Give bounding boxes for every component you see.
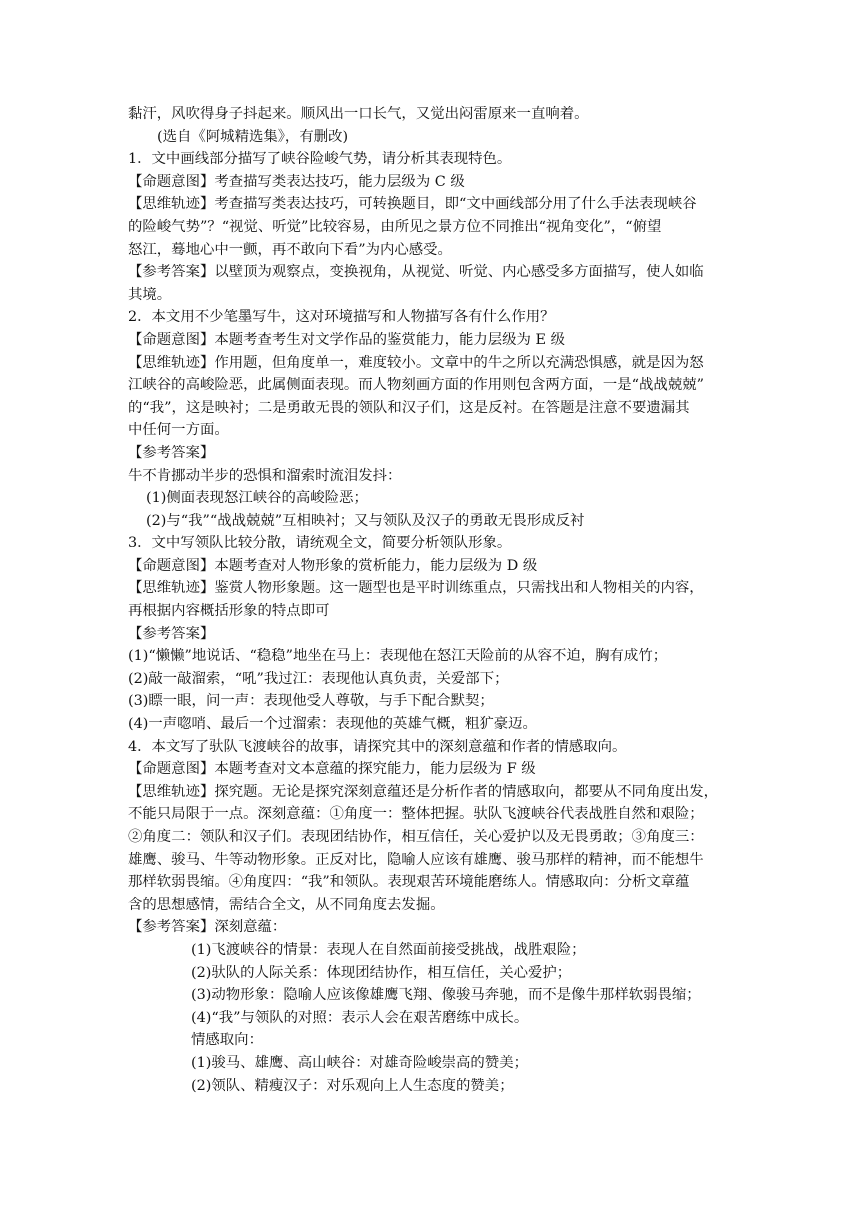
source-citation: (选自《阿城精选集》，有删改) bbox=[157, 128, 349, 145]
emotion-point: (1)骏马、雄鹰、高山峡谷：对雄奇险峻崇高的赞美； bbox=[191, 1054, 528, 1071]
answer-3-point: (1)“懒懒”地说话、“稳稳”地坐在马上：表现他在怒江天险前的从容不迫，胸有成竹； bbox=[128, 648, 668, 665]
question-4: 4．本文写了驮队飞渡峡谷的故事，请探究其中的深刻意蕴和作者的情感取向。 bbox=[128, 738, 627, 755]
analysis-2-line: 中任何一方面。 bbox=[128, 422, 229, 439]
analysis-2-line: 【思维轨迹】作用题，但角度单一，难度较小。文章中的牛之所以充满恐惧感，就是因为怒 bbox=[128, 354, 704, 371]
answer-3-point: (3)瞟一眼，问一声：表现他受人尊敬，与手下配合默契； bbox=[128, 693, 494, 710]
answer-1-line: 【参考答案】以壁顶为观察点，变换视角，从视觉、听觉、内心感受多方面描写，使人如临 bbox=[128, 264, 704, 281]
answer-4-point: (4)“我”与领队的对照：表示人会在艰苦磨练中成长。 bbox=[191, 1009, 529, 1026]
emotion-point: (2)领队、精瘦汉子：对乐观向上人生态度的赞美； bbox=[191, 1077, 514, 1094]
analysis-4-line: 【思维轨迹】探究题。无论是探究深刻意蕴还是分析作者的情感取向，都要从不同角度出发， bbox=[128, 783, 719, 800]
analysis-4-line: 含的思想感情，需结合全文，从不同角度去发掘。 bbox=[128, 896, 445, 913]
answer-2-point: (2)与“我”“战战兢兢”互相映衬；又与领队及汉子的勇敢无畏形成反衬 bbox=[146, 512, 585, 529]
intent-3: 【命题意图】本题考查对人物形象的赏析能力，能力层级为 D 级 bbox=[128, 557, 538, 574]
answer-3-point: (4)一声唿哨、最后一个过溜索：表现他的英雄气概，粗犷豪迈。 bbox=[128, 716, 537, 733]
analysis-4-line: ②角度二：领队和汉子们。表现团结协作，相互信任，关心爱护以及无畏勇敢；③角度三： bbox=[128, 829, 704, 845]
intent-1: 【命题意图】考查描写类表达技巧，能力层级为 C 级 bbox=[128, 173, 465, 190]
analysis-1-line: 【思维轨迹】考查描写类表达技巧，可转换题目，即“文中画线部分用了什么手法表现峡谷 bbox=[128, 196, 697, 213]
text-line: 黏汗，风吹得身子抖起来。顺风出一口长气，又觉出闷雷原来一直响着。 bbox=[128, 106, 589, 122]
answer-1-line: 其境。 bbox=[128, 286, 172, 303]
answer-4-heading: 【参考答案】深刻意蕴： bbox=[128, 919, 287, 936]
question-1: 1．文中画线部分描写了峡谷险峻气势，请分析其表现特色。 bbox=[128, 151, 512, 168]
answer-2-point: (1)侧面表现怒江峡谷的高峻险恶； bbox=[146, 490, 368, 507]
intent-2: 【命题意图】本题考查考生对文学作品的鉴赏能力，能力层级为 E 级 bbox=[128, 331, 565, 348]
analysis-3-line: 【思维轨迹】鉴赏人物形象题。这一题型也是平时训练重点，只需找出和人物相关的内容， bbox=[128, 580, 704, 597]
answer-2-heading: 【参考答案】 bbox=[128, 444, 215, 461]
answer-4-point: (3)动物形象：隐喻人应该像雄鹰飞翔、像骏马奔驰，而不是像牛那样软弱畏缩； bbox=[191, 987, 701, 1004]
answer-4-point: (1)飞渡峡谷的情景：表现人在自然面前接受挑战，战胜艰险； bbox=[191, 941, 586, 958]
emotion-heading: 情感取向： bbox=[191, 1032, 263, 1049]
intent-4: 【命题意图】本题考查对文本意蕴的探究能力，能力层级为 F 级 bbox=[128, 761, 536, 778]
analysis-3-line: 再根据内容概括形象的特点即可 bbox=[128, 603, 330, 620]
answer-2-line: 牛不肯挪动半步的恐惧和溜索时流泪发抖： bbox=[128, 467, 402, 484]
question-3: 3．文中写领队比较分散，请统观全文，简要分析领队形象。 bbox=[128, 535, 512, 552]
analysis-1-line: 怒江，蓦地心中一颤，再不敢向下看”为内心感受。 bbox=[128, 241, 452, 258]
analysis-2-line: 的“我”，这是映衬；二是勇敢无畏的领队和汉子们，这是反衬。在答题是注意不要遗漏其 bbox=[128, 399, 690, 416]
analysis-4-line: 不能只局限于一点。深刻意蕴：①角度一：整体把握。驮队飞渡峡谷代表战胜自然和艰险； bbox=[128, 806, 704, 823]
analysis-2-line: 江峡谷的高峻险恶，此属侧面表现。而人物刻画方面的作用则包含两方面，一是“战战兢兢” bbox=[128, 377, 704, 394]
answer-3-point: (2)敲一敲溜索，“吼”我过江：表现他认真负责，关爱部下； bbox=[128, 670, 509, 687]
analysis-4-line: 那样软弱畏缩。④角度四：“我”和领队。表现艰苦环境能磨练人。情感取向：分析文章蕴 bbox=[128, 874, 690, 891]
answer-4-point: (2)驮队的人际关系：体现团结协作，相互信任，关心爱护； bbox=[191, 964, 572, 981]
document-page bbox=[128, 103, 736, 1097]
question-2: 2．本文用不少笔墨写牛，这对环境描写和人物描写各有什么作用？ bbox=[128, 309, 555, 326]
analysis-1-line: 的险峻气势”？“视觉、听觉”比较容易，由所见之景方位不同推出“视角变化”，“俯望 bbox=[128, 218, 662, 235]
answer-3-heading: 【参考答案】 bbox=[128, 625, 215, 642]
analysis-4-line: 雄鹰、骏马、牛等动物形象。正反对比，隐喻人应该有雄鹰、骏马那样的精神，而不能想牛 bbox=[128, 851, 704, 868]
